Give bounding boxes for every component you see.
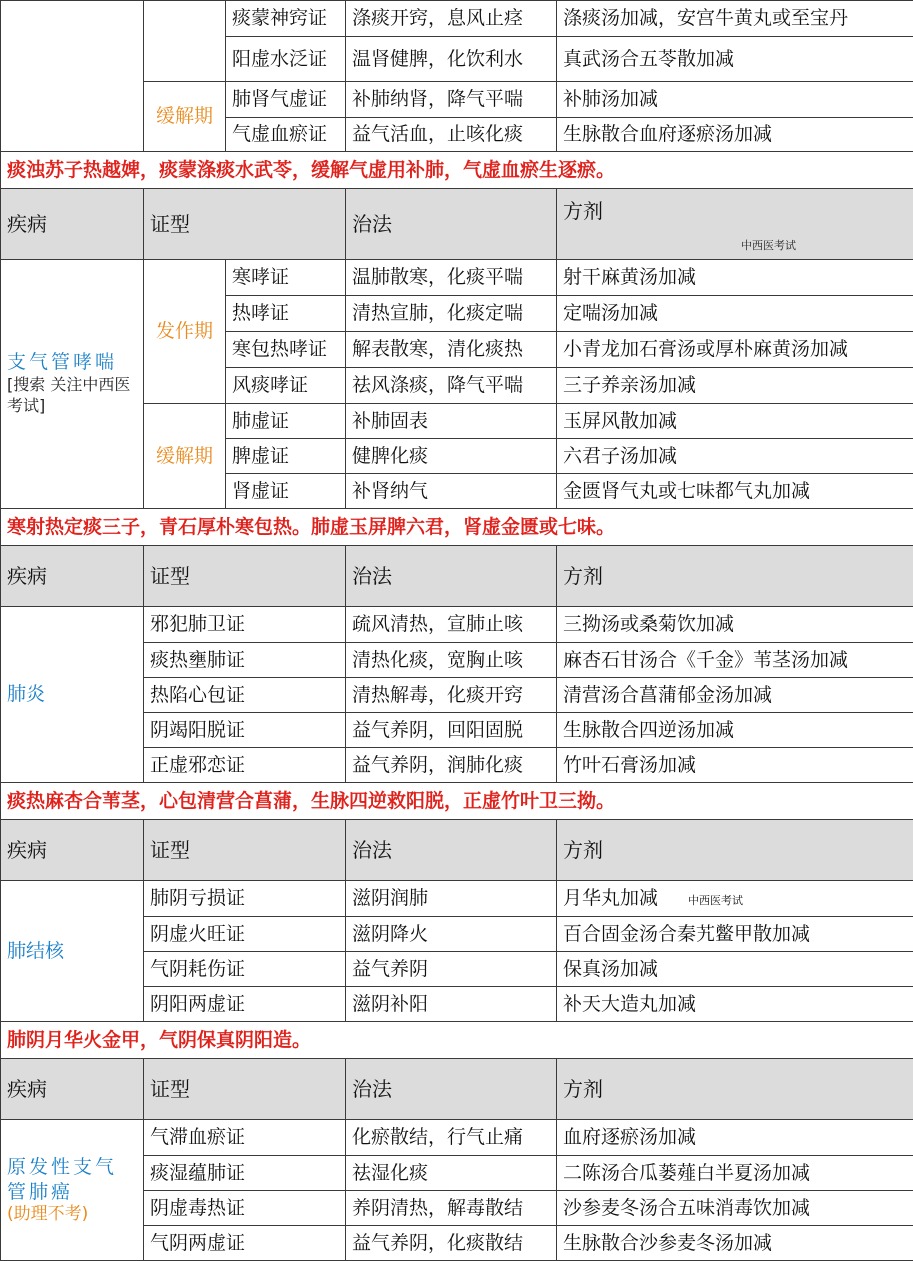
formula-cell: 射干麻黄汤加减 <box>557 260 913 296</box>
method-cell: 化瘀散结，行气止痛 <box>346 1120 557 1156</box>
formula-cell: 生脉散合血府逐瘀汤加减 <box>557 118 913 152</box>
method-cell: 补肺固表 <box>346 404 557 439</box>
syndrome-cell: 气滞血瘀证 <box>144 1120 346 1156</box>
method-cell: 清热宣肺，化痰定喘 <box>346 296 557 332</box>
formula-cell: 沙参麦冬汤合五味消毒饮加减 <box>557 1191 913 1226</box>
syndrome-cell: 气阴两虚证 <box>144 1226 346 1261</box>
syndrome-cell: 肺阴亏损证 <box>144 881 346 917</box>
method-cell: 益气养阴，回阳固脱 <box>346 713 557 748</box>
formula-cell: 血府逐瘀汤加减 <box>557 1120 913 1156</box>
syndrome-cell: 肾虚证 <box>226 474 346 509</box>
method-cell: 解表散寒，清化痰热 <box>346 332 557 368</box>
syndrome-cell: 阴虚火旺证 <box>144 917 346 952</box>
formula-cell: 六君子汤加减 <box>557 439 913 474</box>
method-cell: 祛风涤痰，降气平喘 <box>346 368 557 404</box>
formula-cell: 二陈汤合瓜蒌薤白半夏汤加减 <box>557 1156 913 1191</box>
formula-cell: 生脉散合四逆汤加减 <box>557 713 913 748</box>
watermark-text: 中西医考试 <box>741 237 796 253</box>
header-syndrome: 证型 <box>144 1059 346 1120</box>
method-cell: 益气养阴，化痰散结 <box>346 1226 557 1261</box>
syndrome-cell: 痰热壅肺证 <box>144 643 346 678</box>
stage-attack: 发作期 <box>144 260 226 404</box>
method-cell: 疏风清热，宣肺止咳 <box>346 607 557 643</box>
syndrome-cell: 热哮证 <box>226 296 346 332</box>
disease-cell-empty <box>1 1 144 152</box>
disease-pneumonia: 肺炎 <box>1 607 144 783</box>
method-cell: 清热化痰，宽胸止咳 <box>346 643 557 678</box>
header-formula: 方剂 <box>557 189 913 260</box>
header-method: 治法 <box>346 1059 557 1120</box>
formula-cell: 月华丸加减 中西医考试 <box>557 881 913 917</box>
header-method: 治法 <box>346 820 557 881</box>
formula-cell: 生脉散合沙参麦冬汤加减 <box>557 1226 913 1261</box>
mnemonic-note: 痰热麻杏合苇茎，心包清营合菖蒲，生脉四逆救阳脱，正虚竹叶卫三拗。 <box>1 783 913 820</box>
syndrome-cell: 邪犯肺卫证 <box>144 607 346 643</box>
method-cell: 温肺散寒，化痰平喘 <box>346 260 557 296</box>
watermark-text: 中西医考试 <box>688 894 743 907</box>
formula-cell: 玉屏风散加减 <box>557 404 913 439</box>
syndrome-cell: 痰湿蕴肺证 <box>144 1156 346 1191</box>
formula-cell: 金匮肾气丸或七味都气丸加减 <box>557 474 913 509</box>
formula-cell: 小青龙加石膏汤或厚朴麻黄汤加减 <box>557 332 913 368</box>
formula-cell: 竹叶石膏汤加减 <box>557 748 913 783</box>
stage-remission: 缓解期 <box>144 82 226 152</box>
syndrome-cell: 阴阳两虚证 <box>144 987 346 1022</box>
syndrome-cell: 肺虚证 <box>226 404 346 439</box>
method-cell: 滋阴润肺 <box>346 881 557 917</box>
method-cell: 温肾健脾，化饮利水 <box>346 37 557 82</box>
header-method: 治法 <box>346 546 557 607</box>
formula-cell: 百合固金汤合秦艽鳖甲散加减 <box>557 917 913 952</box>
syndrome-cell: 阳虚水泛证 <box>226 37 346 82</box>
syndrome-cell: 脾虚证 <box>226 439 346 474</box>
syndrome-cell: 气阴耗伤证 <box>144 952 346 987</box>
syndrome-cell: 寒哮证 <box>226 260 346 296</box>
syndrome-cell: 阴虚毒热证 <box>144 1191 346 1226</box>
syndrome-cell: 气虚血瘀证 <box>226 118 346 152</box>
mnemonic-note: 寒射热定痰三子，青石厚朴寒包热。肺虚玉屏脾六君，肾虚金匮或七味。 <box>1 509 913 546</box>
header-formula: 方剂 <box>557 1059 913 1120</box>
header-method: 治法 <box>346 189 557 260</box>
syndrome-cell: 正虚邪恋证 <box>144 748 346 783</box>
method-cell: 益气活血，止咳化痰 <box>346 118 557 152</box>
disease-lung-cancer: 原发性支气管肺癌 (助理不考) <box>1 1120 144 1261</box>
method-cell: 健脾化痰 <box>346 439 557 474</box>
header-disease: 疾病 <box>1 1059 144 1120</box>
syndrome-cell: 肺肾气虚证 <box>226 82 346 118</box>
mnemonic-note: 肺阴月华火金甲，气阴保真阴阳造。 <box>1 1022 913 1059</box>
syndrome-cell: 阴竭阳脱证 <box>144 713 346 748</box>
disease-tb: 肺结核 <box>1 881 144 1022</box>
formula-cell: 保真汤加减 <box>557 952 913 987</box>
header-syndrome: 证型 <box>144 546 346 607</box>
formula-cell: 清营汤合菖蒲郁金汤加减 <box>557 678 913 713</box>
formula-cell: 三拗汤或桑菊饮加减 <box>557 607 913 643</box>
method-cell: 益气养阴，润肺化痰 <box>346 748 557 783</box>
formula-cell: 真武汤合五苓散加减 <box>557 37 913 82</box>
header-formula: 方剂 <box>557 546 913 607</box>
formula-cell: 补肺汤加减 <box>557 82 913 118</box>
method-cell: 养阴清热，解毒散结 <box>346 1191 557 1226</box>
syndrome-cell: 热陷心包证 <box>144 678 346 713</box>
header-syndrome: 证型 <box>144 189 346 260</box>
mnemonic-note: 痰浊苏子热越婢，痰蒙涤痰水武苓，缓解气虚用补肺，气虚血瘀生逐瘀。 <box>1 152 913 189</box>
formula-cell: 涤痰汤加减，安宫牛黄丸或至宝丹 <box>557 1 913 37</box>
method-cell: 滋阴补阳 <box>346 987 557 1022</box>
method-cell: 滋阴降火 <box>346 917 557 952</box>
header-disease: 疾病 <box>1 820 144 881</box>
method-cell: 补肺纳肾，降气平喘 <box>346 82 557 118</box>
formula-cell: 定喘汤加减 <box>557 296 913 332</box>
header-disease: 疾病 <box>1 546 144 607</box>
stage-cell-empty <box>144 1 226 82</box>
formula-cell: 补天大造丸加减 <box>557 987 913 1022</box>
formula-cell: 麻杏石甘汤合《千金》苇茎汤加减 <box>557 643 913 678</box>
syndrome-cell: 痰蒙神窍证 <box>226 1 346 37</box>
method-cell: 祛湿化痰 <box>346 1156 557 1191</box>
syndrome-cell: 寒包热哮证 <box>226 332 346 368</box>
asthma-subnote: [搜索 关注中西医考试] <box>7 374 132 417</box>
method-cell: 清热解毒，化痰开窍 <box>346 678 557 713</box>
stage-remission-asthma: 缓解期 <box>144 404 226 509</box>
syndrome-cell: 风痰哮证 <box>226 368 346 404</box>
method-cell: 补肾纳气 <box>346 474 557 509</box>
header-disease: 疾病 <box>1 189 144 260</box>
method-cell: 涤痰开窍，息风止痉 <box>346 1 557 37</box>
disease-asthma: 支气管哮喘 [搜索 关注中西医考试] <box>1 260 144 509</box>
header-syndrome: 证型 <box>144 820 346 881</box>
formula-cell: 三子养亲汤加减 <box>557 368 913 404</box>
method-cell: 益气养阴 <box>346 952 557 987</box>
header-formula: 方剂 <box>557 820 913 881</box>
